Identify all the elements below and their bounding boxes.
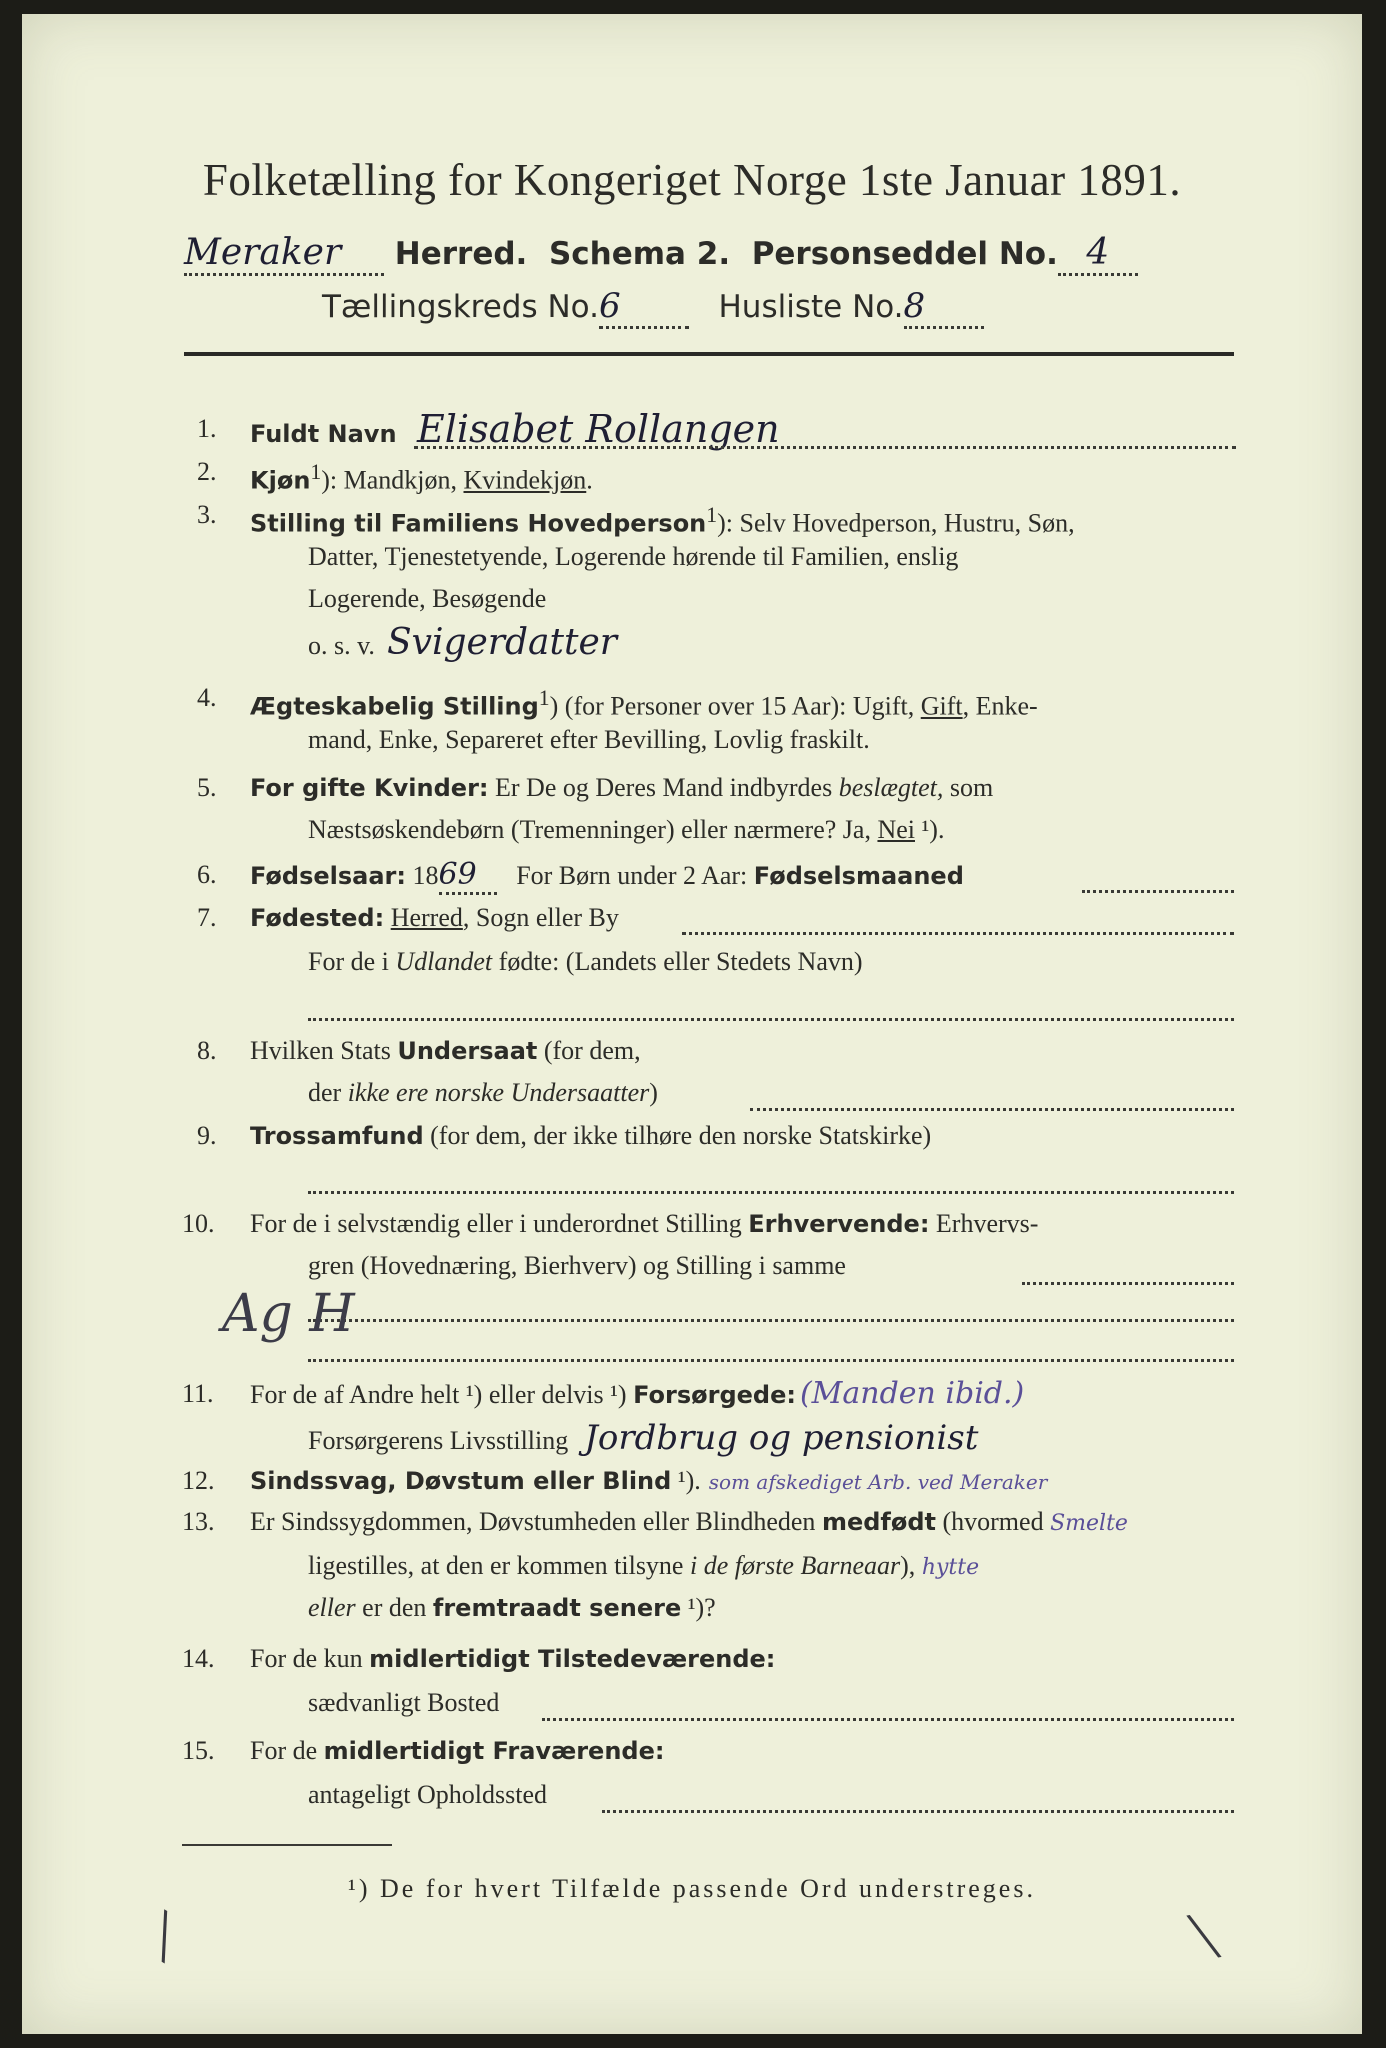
item-15-label: midlertidigt Fraværende: xyxy=(323,1737,665,1765)
item-4-text-b: , Enke- xyxy=(962,691,1038,721)
item-10-label: Erhvervende: xyxy=(748,1210,930,1238)
item-1-answer: Elisabet Rollangen xyxy=(417,407,780,451)
item-8-row-2 xyxy=(308,1076,658,1110)
item-8-text-a: Hvilken Stats xyxy=(250,1036,398,1065)
item-15-text-a: For de xyxy=(250,1736,324,1765)
item-11-answer-1: (Manden ibid.) xyxy=(799,1376,1025,1411)
item-13-label-2: fremtraadt senere xyxy=(432,1594,682,1622)
corner-mark-right: ╲ xyxy=(1188,1912,1220,1962)
item-7-row-1 xyxy=(250,901,619,935)
item-2-number: 2. xyxy=(197,457,217,486)
item-1-number: 1. xyxy=(197,414,217,443)
item-7-label: Fødested: xyxy=(250,904,385,932)
item-10-row-2: gren (Hovednæring, Bierhverv) og Stilling i samme xyxy=(308,1251,846,1280)
item-11-row-2 xyxy=(308,1418,979,1458)
item-8-text-d: ) xyxy=(649,1078,658,1107)
item-15-number: 15. xyxy=(182,1736,215,1765)
item-5-text-d: ¹). xyxy=(915,815,945,844)
item-14-row-1 xyxy=(250,1642,775,1676)
corner-mark-left: ╲ xyxy=(142,1911,186,1963)
item-1-fill xyxy=(414,446,1236,449)
item-3-number: 3. xyxy=(197,500,217,529)
item-5-text-b: som xyxy=(943,773,994,802)
item-13-text-e: er den xyxy=(355,1593,433,1622)
item-6-fill xyxy=(1082,890,1234,893)
item-10-number: 10. xyxy=(182,1209,215,1238)
item-14-text-a: For de kun xyxy=(250,1644,370,1673)
item-11-text-a: For de af Andre helt ¹) eller delvis ¹) xyxy=(250,1380,634,1409)
item-14-number: 14. xyxy=(182,1644,215,1673)
item-5-row-2 xyxy=(308,813,944,847)
schema-label: Schema 2. xyxy=(548,236,731,272)
item-13-answer-1: Smelte xyxy=(1050,1511,1128,1536)
item-13-row-1 xyxy=(250,1505,1128,1541)
item-7-fill-2 xyxy=(308,1018,1234,1021)
kreds-label: Tællingskreds No. xyxy=(322,289,599,325)
item-5-label: For gifte Kvinder: xyxy=(250,774,489,802)
item-5-number: 5. xyxy=(197,773,217,802)
item-12-row xyxy=(250,1464,1047,1499)
item-5-text-a: Er De og Deres Mand indbyrdes xyxy=(495,773,839,802)
item-8-label: Undersaat xyxy=(397,1037,538,1065)
item-15-row-2: antageligt Opholdssted xyxy=(308,1780,548,1809)
item-8-fill xyxy=(750,1108,1234,1111)
item-12-text: ¹). xyxy=(671,1466,701,1495)
husliste-label: Husliste No. xyxy=(718,289,904,325)
item-14-fill xyxy=(542,1718,1234,1721)
item-7-text: , Sogn eller By xyxy=(462,903,619,932)
item-9-label: Trossamfund xyxy=(250,1122,424,1150)
kreds-value: 6 xyxy=(599,286,689,329)
item-7-text-a: For de i xyxy=(308,947,396,976)
item-13-text-f: ¹)? xyxy=(681,1593,716,1622)
census-form-page xyxy=(22,14,1362,2034)
item-13-text-b: (hvormed xyxy=(935,1507,1044,1536)
item-3-label: Stilling til Familiens Hovedperson xyxy=(250,509,707,538)
form-title: Folketælling for Kongeriget Norge 1ste Januar 1891. xyxy=(202,155,1182,205)
item-4-label: Ægteskabelig Stilling xyxy=(250,692,539,721)
item-7-underlined: Herred xyxy=(390,903,463,932)
item-3-row-1 xyxy=(250,498,1075,541)
item-3-row-2: Datter, Tjenestetyende, Logerende hørende til Familien, enslig xyxy=(308,542,959,571)
item-10-fill-1 xyxy=(1022,1282,1234,1285)
header-line-2 xyxy=(322,286,984,329)
item-13-row-3 xyxy=(308,1591,716,1625)
item-15-row-1 xyxy=(250,1734,664,1768)
item-6-text: For Børn under 2 Aar: xyxy=(516,861,748,890)
item-3-text-1: ): Selv Hovedperson, Hustru, Søn, xyxy=(717,508,1075,538)
item-3-osv: o. s. v. xyxy=(308,631,375,660)
item-13-text-a: Er Sindssygdommen, Døvstumheden eller Blindheden xyxy=(250,1507,822,1536)
item-4-row-2: mand, Enke, Separeret efter Bevilling, Lovlig fraskilt. xyxy=(308,725,870,754)
item-8-italic: ikke ere norske Undersaatter xyxy=(347,1078,650,1107)
item-15-fill xyxy=(602,1810,1234,1813)
item-13-text-d: ), xyxy=(900,1551,916,1580)
item-12-answer: som afskediget Arb. ved Meraker xyxy=(708,1470,1048,1494)
item-6-row xyxy=(250,858,964,893)
item-7-italic: Udlandet xyxy=(395,947,493,976)
item-14-label: midlertidigt Tilstedeværende: xyxy=(369,1645,776,1673)
item-8-row-1 xyxy=(250,1034,641,1068)
personseddel-value: 4 xyxy=(1058,232,1138,276)
item-12-label: Sindssvag, Døvstum eller Blind xyxy=(250,1467,672,1495)
item-4-row-1 xyxy=(250,681,1038,724)
item-11-answer-2: Jordbrug og pensionist xyxy=(584,1418,979,1458)
item-6-number: 6. xyxy=(197,860,217,889)
personseddel-label: Personseddel No. xyxy=(751,236,1058,272)
item-13-italic-2: eller xyxy=(308,1593,356,1622)
item-7-number: 7. xyxy=(197,903,217,932)
item-12-number: 12. xyxy=(182,1466,215,1495)
item-11-label: Forsørgede: xyxy=(633,1381,796,1409)
item-13-italic: i de første Barneaar xyxy=(689,1551,901,1580)
item-4-sup: 1 xyxy=(538,686,550,710)
item-4-underlined: Gift xyxy=(920,691,963,721)
item-8-number: 8. xyxy=(197,1036,217,1065)
item-10-text-b: Erhvervs- xyxy=(929,1209,1039,1238)
item-9-number: 9. xyxy=(197,1121,217,1150)
item-8-text-c: der xyxy=(308,1078,348,1107)
item-2-text-a: ): Mandkjøn, xyxy=(321,465,464,495)
item-9-fill xyxy=(308,1191,1234,1194)
item-5-underlined: Nei xyxy=(877,815,915,844)
item-5-row-1 xyxy=(250,771,993,805)
item-3-row-4 xyxy=(308,622,617,663)
item-10-margin-note: Ag H xyxy=(222,1284,355,1344)
item-3-sup: 1 xyxy=(706,503,718,527)
item-7-text-b: fødte: (Landets eller Stedets Navn) xyxy=(492,947,863,976)
footnote: ¹) De for hvert Tilfælde passende Ord understreges. xyxy=(348,1874,1036,1903)
item-11-number: 11. xyxy=(182,1379,214,1408)
item-14-row-2: sædvanligt Bosted xyxy=(308,1688,500,1717)
item-9-text: (for dem, der ikke tilhøre den norske Statskirke) xyxy=(423,1121,932,1150)
item-9-row xyxy=(250,1119,931,1153)
item-2-label: Kjøn xyxy=(250,466,311,495)
item-10-text-a: For de i selvstændig eller i underordnet Stilling xyxy=(250,1209,749,1238)
item-2-text-b: . xyxy=(586,465,593,495)
item-13-text-c: ligestilles, at den er kommen tilsyne xyxy=(308,1551,690,1580)
item-1-label: Fuldt Navn xyxy=(250,420,397,448)
item-6-prefix: 18 xyxy=(412,861,439,890)
item-6-label-2: Fødselsmaaned xyxy=(753,862,964,890)
header-line-1 xyxy=(184,232,1138,276)
footnote-rule xyxy=(182,1844,392,1846)
item-11-text-b: Forsørgerens Livsstilling xyxy=(308,1426,569,1455)
item-10-row-1 xyxy=(250,1207,1038,1241)
item-13-label: medfødt xyxy=(821,1508,936,1536)
item-4-number: 4. xyxy=(197,683,217,712)
item-3-row-3: Logerende, Besøgende xyxy=(308,584,547,613)
item-13-row-2 xyxy=(308,1549,979,1585)
item-13-answer-2: hytte xyxy=(921,1555,980,1580)
item-7-fill-1 xyxy=(682,932,1234,935)
husliste-value: 8 xyxy=(904,286,984,329)
item-11-row-1 xyxy=(250,1377,1024,1412)
item-10-fill-2 xyxy=(308,1319,1234,1322)
item-3-answer: Svigerdatter xyxy=(386,622,617,663)
header-rule xyxy=(184,352,1234,356)
item-8-text-b: (for dem, xyxy=(537,1036,641,1065)
item-4-text-a: ) (for Personer over 15 Aar): Ugift, xyxy=(549,691,921,721)
item-5-text-c: Næstsøskendebørn (Tremenninger) eller nærmere? Ja, xyxy=(308,815,878,844)
item-6-answer: 69 xyxy=(439,857,497,895)
item-5-italic: beslægtet, xyxy=(838,773,944,802)
item-7-row-2 xyxy=(308,945,863,979)
item-13-number: 13. xyxy=(182,1507,215,1536)
herred-label: Herred. xyxy=(394,236,528,272)
item-2-row xyxy=(250,455,593,498)
item-2-sup: 1 xyxy=(310,460,322,484)
item-6-label: Fødselsaar: xyxy=(250,862,406,890)
item-10-fill-3 xyxy=(308,1359,1234,1362)
item-2-underlined: Kvindekjøn xyxy=(463,465,587,495)
herred-value: Meraker xyxy=(184,232,384,276)
